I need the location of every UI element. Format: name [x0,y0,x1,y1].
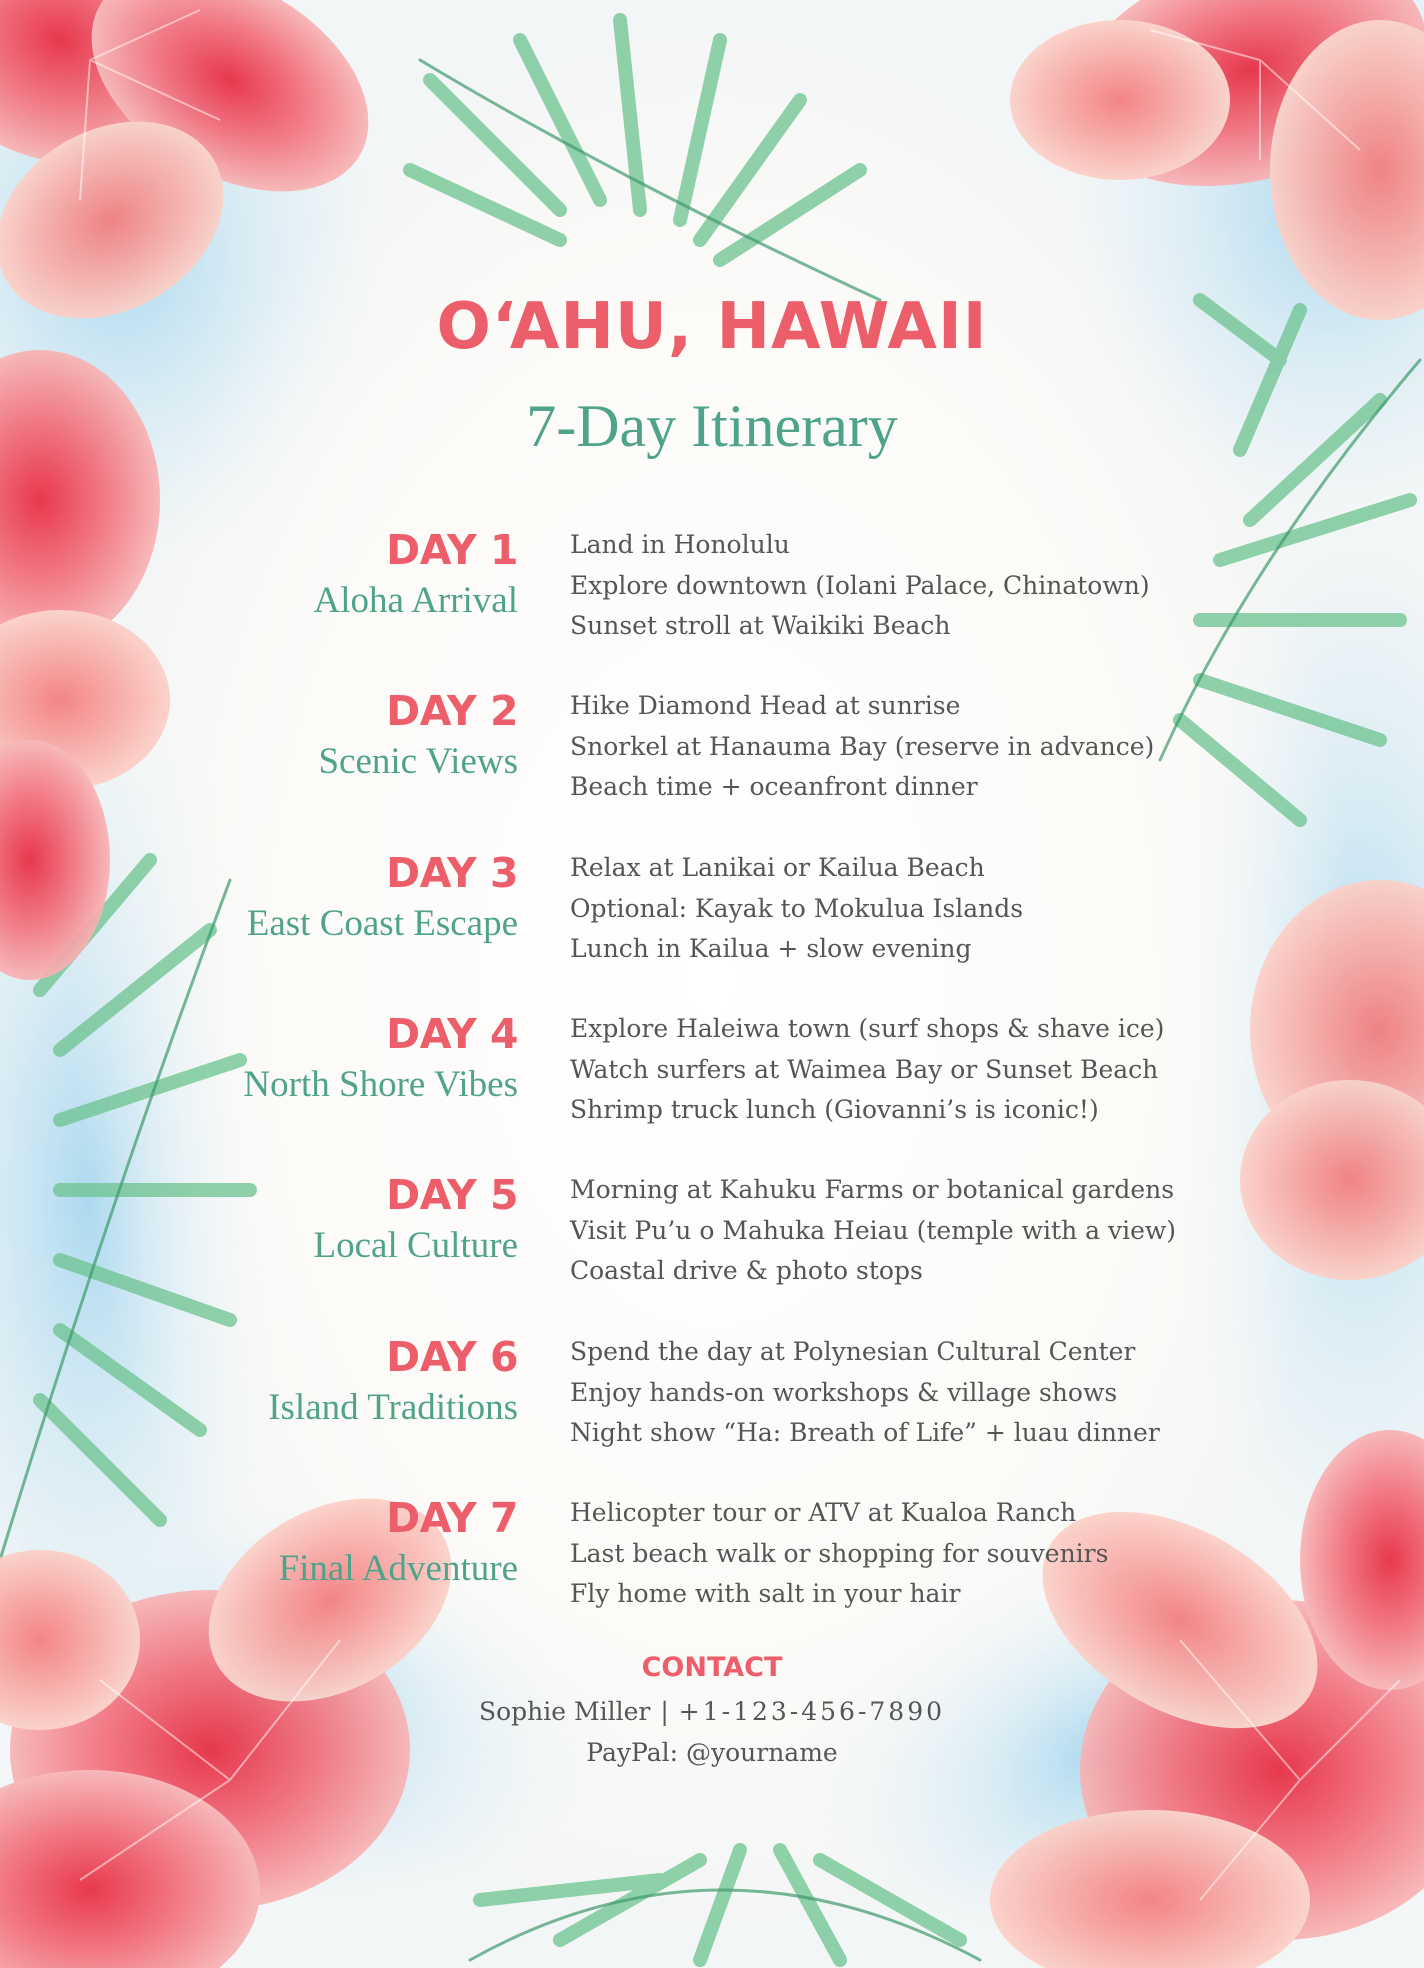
day-heading [150,1009,518,1107]
day-heading [150,1170,518,1268]
activity-list [570,525,1330,647]
activity-item: Explore downtown (Iolani Palace, Chinatown) [570,570,1150,600]
activity-item: Shrimp truck lunch (Giovanni’s is iconic!) [570,1095,1099,1124]
page-title: O‘AHU, HAWAII [436,290,988,364]
day-block-1 [150,525,1300,655]
activity-item: Morning at Kahuku Farms or botanical gardens [570,1175,1175,1204]
contact-paypal[interactable]: PayPal: @yourname [586,1738,838,1767]
activity-item: Watch surfers at Waimea Bay or Sunset Beach [570,1054,1159,1084]
contact-heading: CONTACT [641,1652,783,1683]
activity-item: Visit Pu’u o Mahuka Heiau (temple with a view) [570,1215,1177,1245]
activity-item: Relax at Lanikai or Kailua Beach [570,853,985,882]
activity-item: Explore Haleiwa town (surf shops & shave ice) [570,1014,1165,1043]
day-label: DAY 6 [386,1333,518,1381]
day-block-2 [150,686,1300,816]
day-heading [150,686,518,784]
activity-item: Optional: Kayak to Mokulua Islands [570,893,1024,923]
activity-item: Last beach walk or shopping for souvenirs [570,1538,1109,1568]
day-label: DAY 3 [386,849,518,897]
day-heading [150,1332,518,1430]
day-heading [150,848,518,946]
activity-list [570,848,1330,970]
contact-name: Sophie Miller [478,1697,651,1726]
day-label: DAY 7 [386,1494,518,1542]
day-label: DAY 1 [386,526,518,574]
activity-item: Helicopter tour or ATV at Kualoa Ranch [570,1498,1077,1527]
day-theme: Scenic Views [318,741,518,782]
activity-list [570,1493,1330,1615]
contact-name-phone [0,1697,1424,1726]
activity-list [570,686,1330,808]
day-theme: Aloha Arrival [313,580,518,621]
activity-item: Lunch in Kailua + slow evening [570,934,972,963]
activity-item: Enjoy hands-on workshops & village shows [570,1377,1118,1407]
activity-item: Fly home with salt in your hair [570,1579,961,1608]
activity-list [570,1170,1330,1292]
day-label: DAY 4 [386,1010,518,1058]
contact-phone[interactable]: +1-123-456-7890 [678,1697,946,1726]
activity-item: Sunset stroll at Waikiki Beach [570,611,951,640]
activity-item: Coastal drive & photo stops [570,1256,923,1285]
day-theme: Final Adventure [278,1548,518,1589]
day-block-4 [150,1009,1300,1139]
day-label: DAY 2 [386,687,518,735]
activity-list [570,1009,1330,1131]
day-theme: North Shore Vibes [243,1064,518,1105]
day-theme: Island Traditions [268,1387,518,1428]
day-block-5 [150,1170,1300,1300]
activity-item: Spend the day at Polynesian Cultural Center [570,1337,1136,1366]
day-theme: Local Culture [313,1225,518,1266]
day-label: DAY 5 [386,1171,518,1219]
day-block-7 [150,1493,1300,1623]
day-block-3 [150,848,1300,978]
activity-item: Night show “Ha: Breath of Life” + luau dinner [570,1418,1160,1447]
day-heading [150,1493,518,1591]
activity-item: Hike Diamond Head at sunrise [570,691,961,720]
day-heading [150,525,518,623]
activity-list [570,1332,1330,1454]
activity-item: Snorkel at Hanauma Bay (reserve in advance) [570,731,1155,761]
activity-item: Beach time + oceanfront dinner [570,772,978,801]
contact-separator: | [660,1697,669,1726]
page-subtitle: 7-Day Itinerary [526,393,898,459]
day-block-6 [150,1332,1300,1462]
day-theme: East Coast Escape [246,903,518,944]
activity-item: Land in Honolulu [570,530,790,559]
